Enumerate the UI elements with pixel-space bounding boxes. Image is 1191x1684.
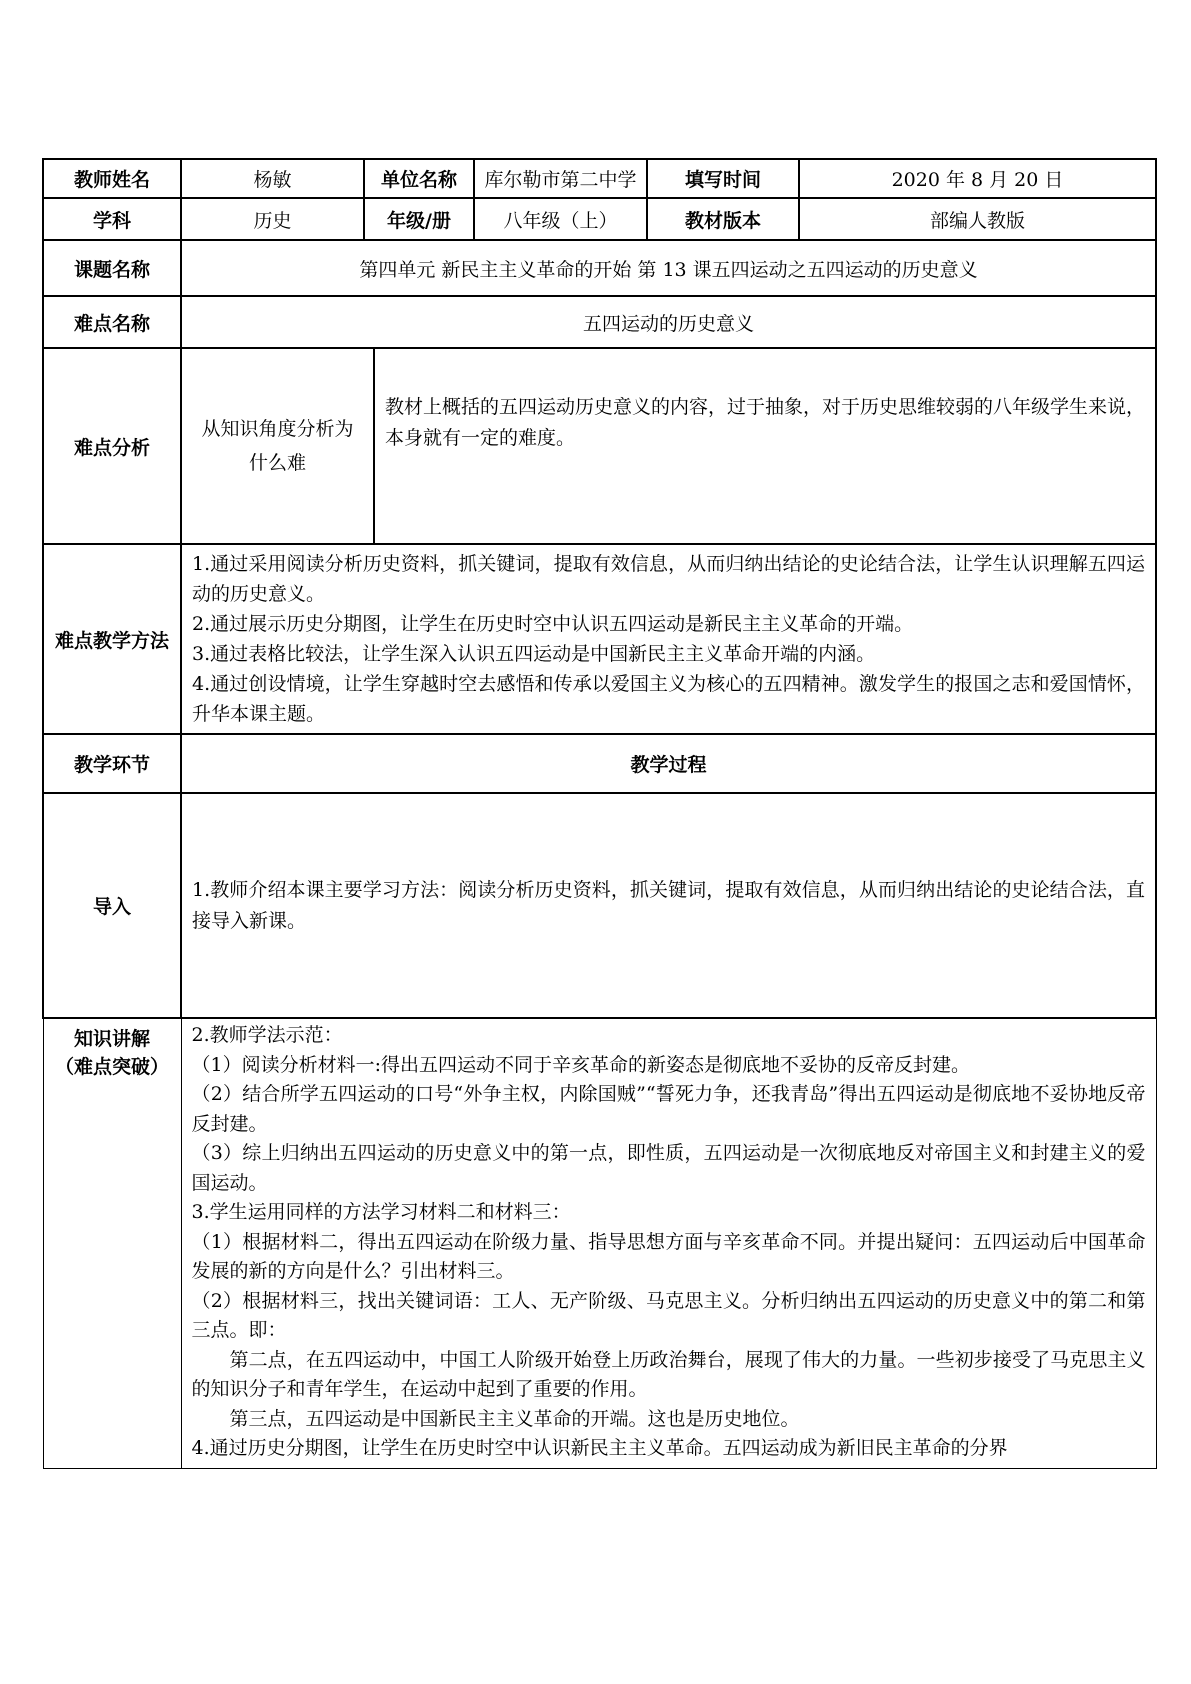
unit-name: 库尔勒市第二中学 [474,159,647,198]
teacher-name: 杨敏 [181,159,364,198]
info-row-1 [43,159,1156,198]
knowledge-point-2: 第二点，在五四运动中，中国工人阶级开始登上历政治舞台，展现了伟大的力量。一些初步接受了马克思主义的知识分子和青年学生，在运动中起到了重要的作用。 [191,1348,1146,1400]
process-header-row [43,734,1156,793]
subject-value: 历史 [181,198,364,240]
lesson-plan-table [42,158,1155,1469]
knowledge-line: （2）根据材料三，找出关键词语：工人、无产阶级、马克思主义。分析归纳出五四运动的历史意义中的第二和第三点。即： [191,1289,1146,1341]
date-label: 填写时间 [647,159,799,198]
subject-label: 学科 [43,198,181,240]
stage-label: 教学环节 [43,734,181,793]
method-item-4: 4.通过创设情境，让学生穿越时空去感悟和传承以爱国主义为核心的五四精神。激发学生的报国之志和爱国情怀，升华本课主题。 [192,673,1145,725]
knowledge-sublabel: （难点突破） [54,1056,169,1078]
grade-value: 八年级（上） [474,198,647,240]
method-item-1: 1.通过采用阅读分析历史资料，抓关键词，提取有效信息，从而归纳出结论的史论结合法，让学生认识理解五四运动的历史意义。 [192,553,1145,605]
topic-label: 课题名称 [43,240,181,296]
knowledge-row [43,1018,1156,1468]
methods-list [181,544,1156,734]
knowledge-line: （1）根据材料二，得出五四运动在阶级力量、指导思想方面与辛亥革命不同。并提出疑问：五四运动后中国革命发展的新的方向是什么？引出材料三。 [191,1230,1146,1282]
edition-value: 部编人教版 [799,198,1156,240]
intro-text: 1.教师介绍本课主要学习方法：阅读分析历史资料，抓关键词，提取有效信息，从而归纳出结论的史论结合法，直接导入新课。 [181,793,1156,1018]
knowledge-line: （3）综上归纳出五四运动的历史意义中的第一点，即性质，五四运动是一次彻底地反对帝国主义和封建主义的爱国运动。 [191,1142,1146,1194]
knowledge-line: 4.通过历史分期图，让学生在历史时空中认识新民主主义革命。五四运动成为新旧民主革命的分界 [191,1437,1008,1459]
knowledge-line: （1）阅读分析材料一:得出五四运动不同于辛亥革命的新姿态是彻底地不妥协的反帝反封建。 [191,1053,970,1076]
topic-row [43,240,1156,296]
intro-label: 导入 [43,793,181,1018]
knowledge-line: （2）结合所学五四运动的口号“外争主权，内除国贼”“誓死力争，还我青岛”得出五四运动是彻底地不妥协地反帝反封建。 [191,1083,1146,1135]
analysis-text: 教材上概括的五四运动历史意义的内容，过于抽象，对于历史思维较弱的八年级学生来说，本身就有一定的难度。 [385,396,1146,449]
intro-row [43,793,1156,1018]
grade-label: 年级/册 [364,198,474,240]
knowledge-line: 3.学生运用同样的方法学习材料二和材料三： [191,1201,571,1223]
method-item-2: 2.通过展示历史分期图，让学生在历史时空中认识五四运动是新民主主义革命的开端。 [192,613,914,635]
analysis-row [43,348,1156,544]
knowledge-point-3: 第三点，五四运动是中国新民主主义革命的开端。这也是历史地位。 [229,1407,800,1430]
knowledge-label: 知识讲解 [73,1028,150,1050]
edition-label: 教材版本 [647,198,799,240]
method-item-3: 3.通过表格比较法，让学生深入认识五四运动是中国新民主主义革命开端的内涵。 [192,643,876,665]
methods-label: 难点教学方法 [43,544,181,734]
fill-date: 2020 年 8 月 20 日 [799,159,1156,198]
difficulty-row [43,296,1156,348]
process-label: 教学过程 [181,734,1156,793]
methods-row [43,544,1156,734]
info-row-2 [43,198,1156,240]
difficulty-value: 五四运动的历史意义 [181,296,1156,348]
unit-label: 单位名称 [364,159,474,198]
teacher-label: 教师姓名 [43,159,181,198]
difficulty-label: 难点名称 [43,296,181,348]
knowledge-line: 2.教师学法示范： [191,1024,343,1046]
analysis-sub-label: 从知识角度分析为什么难 [182,349,374,543]
analysis-label: 难点分析 [43,348,181,544]
knowledge-text [181,1018,1156,1468]
topic-value: 第四单元 新民主主义革命的开始 第 13 课五四运动之五四运动的历史意义 [181,240,1156,296]
